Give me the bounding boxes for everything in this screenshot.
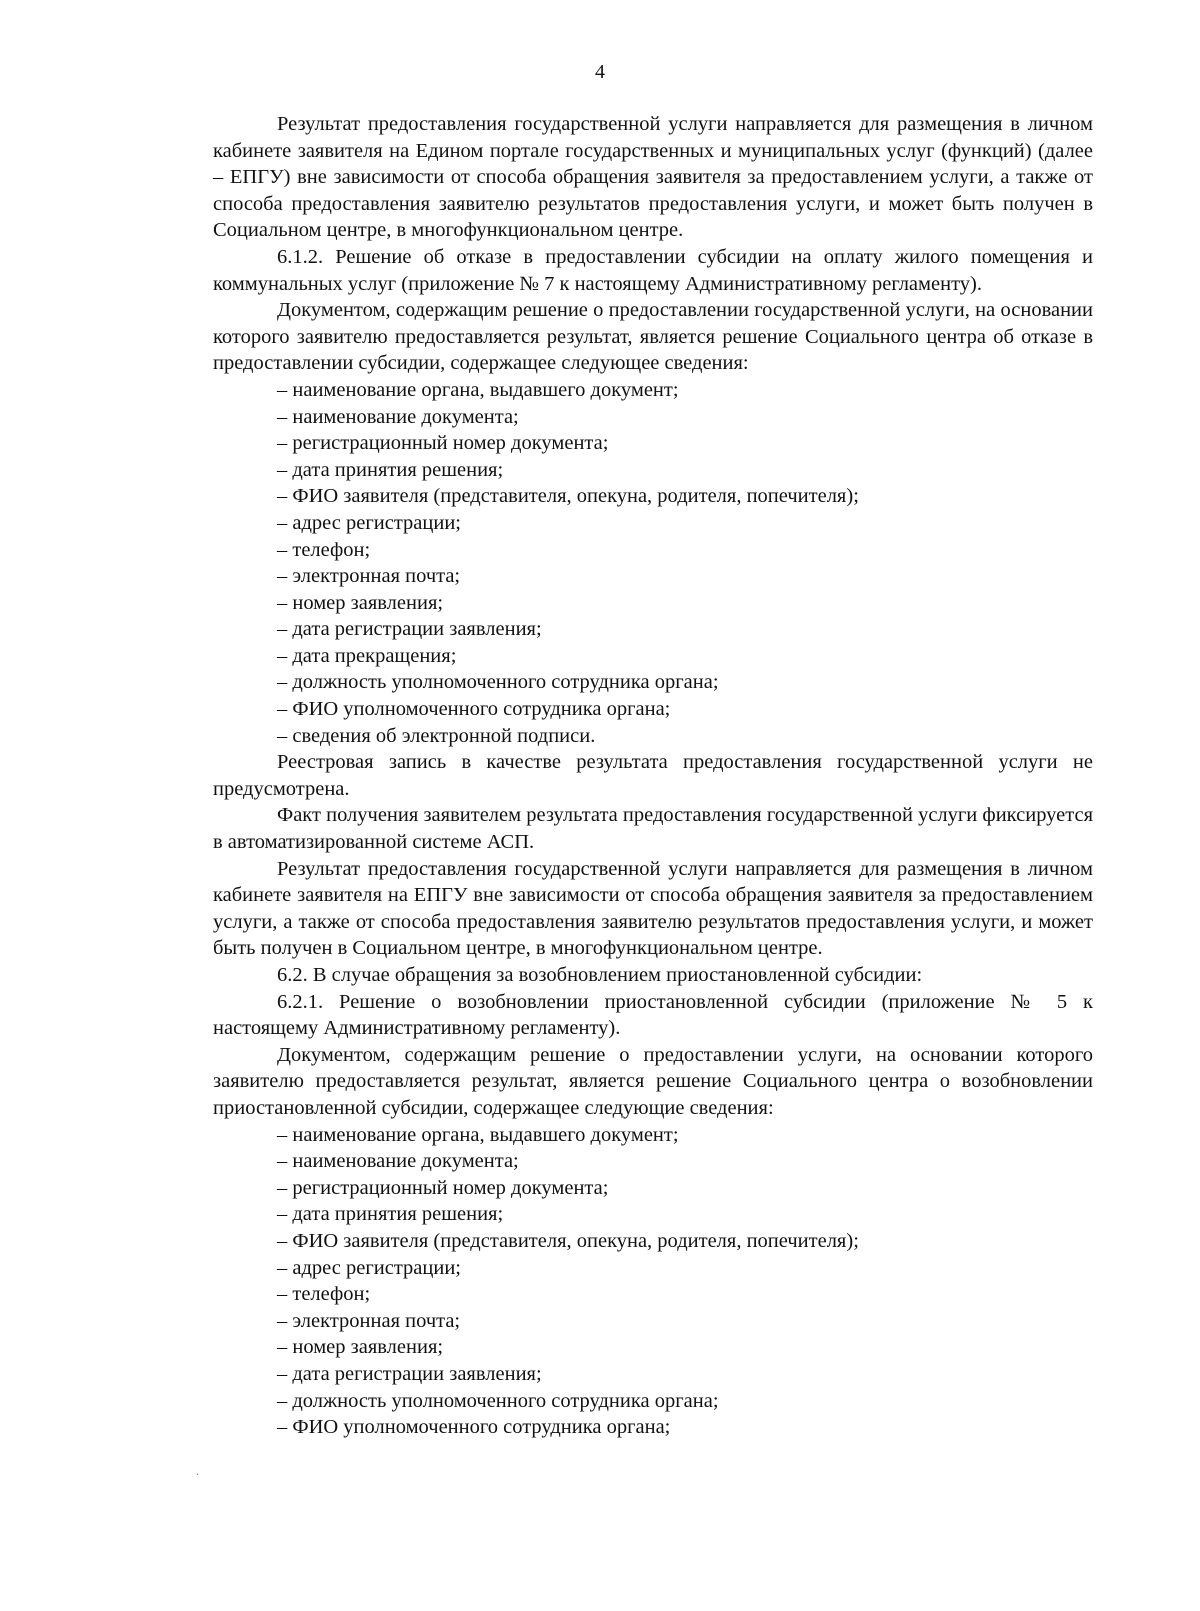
- list-item: – регистрационный номер документа;: [277, 1176, 609, 1199]
- document-body: [213, 111, 1093, 1441]
- list-item: – ФИО уполномоченного сотрудника органа;: [277, 1416, 671, 1439]
- list-item: – номер заявления;: [277, 591, 444, 614]
- list-item: – сведения об электронной подписи.: [277, 724, 596, 747]
- list-item: – электронная почта;: [277, 1309, 461, 1332]
- list-item: – дата принятия решения;: [277, 458, 504, 481]
- list-item: – должность уполномоченного сотрудника органа;: [277, 1389, 719, 1412]
- list-item: – наименование документа;: [277, 1150, 519, 1173]
- paragraph-resumption-document: Документом, содержащим решение о предоставлении услуги, на основании которого заявителю предоставляется результат, является решение Социального центра о возобновлении приостановленной субсидии, содержащее следующие сведения:: [213, 1043, 1093, 1119]
- paragraph-result-delivery-epgu: Результат предоставления государственной услуги направляется для размещения в личном кабинете заявителя на ЕПГУ вне зависимости от способа обращения заявителя за предоставлением услуги, а также от способа предоставления заявителю результатов предоставления услуги, и может быть получен в Социальном центре, в многофункциональном центре.: [213, 857, 1093, 960]
- list-item: – дата регистрации заявления;: [277, 618, 542, 641]
- list-item: – регистрационный номер документа;: [277, 432, 609, 455]
- paragraph-refusal-document: Документом, содержащим решение о предоставлении государственной услуги, на основании которого заявителю предоставляется результат, является решение Социального центра об отказе в предоставлении субсидии, содержащее следующее сведения:: [213, 299, 1093, 375]
- list-item: – должность уполномоченного сотрудника органа;: [277, 671, 719, 694]
- list-item: – наименование органа, выдавшего документ;: [277, 378, 679, 401]
- paragraph-receipt-fact: Факт получения заявителем результата предоставления государственной услуги фиксируется в автоматизированной системе АСП.: [213, 804, 1093, 854]
- paragraph-section-6-2-1: 6.2.1. Решение о возобновлении приостановленной субсидии (приложение № 5 к настоящему Административному регламенту).: [213, 990, 1093, 1040]
- list-item: – дата регистрации заявления;: [277, 1362, 542, 1385]
- paragraph-section-6-1-2: 6.1.2. Решение об отказе в предоставлении субсидии на оплату жилого помещения и коммунальных услуг (приложение № 7 к настоящему Административному регламенту).: [213, 245, 1093, 295]
- list-item: – ФИО заявителя (представителя, опекуна, родителя, попечителя);: [277, 1229, 859, 1252]
- list-item: – ФИО уполномоченного сотрудника органа;: [277, 698, 671, 721]
- scan-artifact-mark: ·: [196, 1470, 200, 1481]
- list-item: – дата прекращения;: [277, 644, 457, 667]
- list-item: – электронная почта;: [277, 565, 461, 588]
- list-item: – наименование документа;: [277, 405, 519, 428]
- paragraph-registry-entry: Реестровая запись в качестве результата предоставления государственной услуги не предусмотрена.: [213, 751, 1093, 800]
- paragraph-section-6-2: 6.2. В случае обращения за возобновлением приостановленной субсидии:: [277, 964, 923, 986]
- list-item: – адрес регистрации;: [277, 511, 461, 534]
- page-number: 4: [595, 61, 605, 83]
- list-item: – телефон;: [277, 538, 371, 561]
- list-item: – дата принятия решения;: [277, 1203, 504, 1226]
- list-item: – номер заявления;: [277, 1336, 444, 1359]
- paragraph-result-delivery: Результат предоставления государственной услуги направляется для размещения в личном кабинете заявителя на Едином портале государственных и муниципальных услуг (функций) (далее – ЕПГУ) вне зависимости от способа обращения заявителя за предоставлением услуги, а также от способа предоставления заявителю результатов предоставления услуги, и может быть получен в Социальном центре, в многофункциональном центре.: [213, 113, 1093, 242]
- list-item: – телефон;: [277, 1283, 371, 1306]
- list-item: – наименование органа, выдавшего документ;: [277, 1123, 679, 1146]
- list-item: – ФИО заявителя (представителя, опекуна, родителя, попечителя);: [277, 485, 859, 508]
- list-item: – адрес регистрации;: [277, 1256, 461, 1279]
